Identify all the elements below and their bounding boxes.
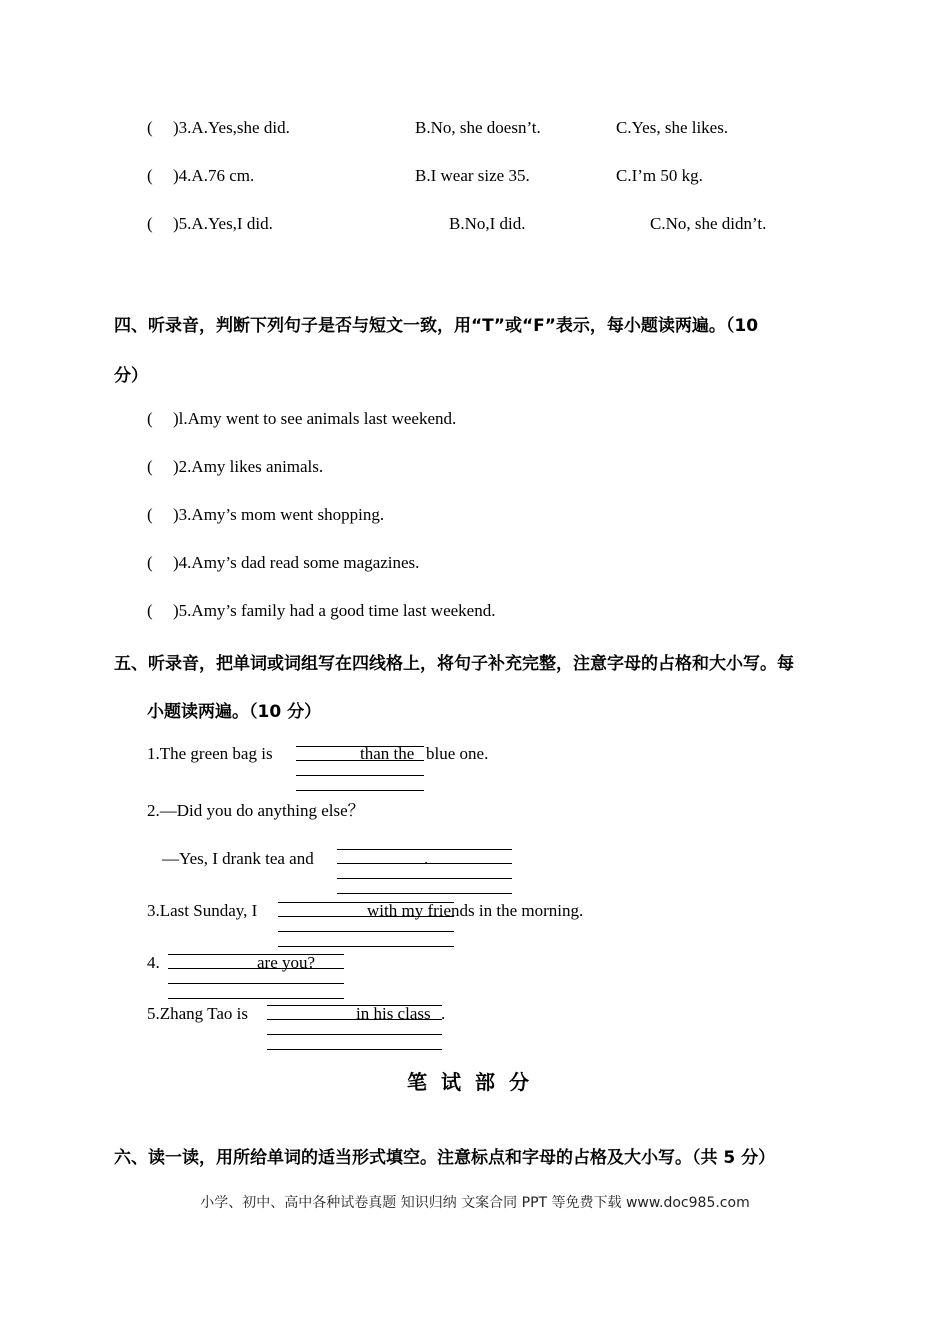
q4-prefix: 4. — [147, 953, 160, 972]
option-c: C.Yes, she likes. — [616, 118, 729, 137]
q1-suffix: blue one. — [426, 744, 489, 763]
answer-paren[interactable]: ( — [147, 166, 153, 185]
q2-question: 2.—Did you do anything else？ — [147, 801, 365, 820]
q3-over-text: with my friends in the morning. — [367, 901, 584, 920]
section5-heading-cont: 小题读两遍。（10 分） — [147, 702, 322, 722]
answer-paren[interactable]: ( — [147, 457, 153, 476]
option-a: A.76 cm. — [191, 166, 255, 185]
listening-item-5 — [147, 214, 273, 234]
q3-prefix: 3.Last Sunday, I — [147, 901, 258, 920]
tf-item-2: ( )2.Amy likes animals. — [147, 457, 324, 476]
option-c: C.No, she didn’t. — [650, 214, 767, 233]
section4-heading: 四、听录音，判断下列句子是否与短文一致，用“T”或“F”表示，每小题读两遍。（10 — [114, 316, 759, 336]
answer-paren[interactable]: ( — [147, 214, 153, 233]
item-number: )5. — [173, 214, 192, 233]
answer-paren[interactable]: ( — [147, 409, 153, 428]
q5-prefix: 5.Zhang Tao is — [147, 1004, 248, 1023]
tf-item-3: ( )3.Amy’s mom went shopping. — [147, 505, 385, 524]
footer-text: 小学、初中、高中各种试卷真题 知识归纳 文案合同 PPT 等免费下载 www.doc985.com — [200, 1195, 750, 1211]
q2-answer-prefix: —Yes, I drank tea and — [162, 849, 314, 868]
q1-prefix: 1.The green bag is — [147, 744, 273, 763]
q2-dot: . — [424, 849, 429, 868]
q5-over-text: in his class — [356, 1004, 431, 1023]
section4-heading-cont: 分） — [114, 366, 148, 386]
answer-paren[interactable]: ( — [147, 553, 153, 572]
item-number: )3. — [173, 118, 192, 137]
written-part-title: 笔试部分 — [407, 1070, 543, 1094]
q4-four-line-grid[interactable] — [168, 954, 344, 1000]
item-number: )4. — [173, 166, 192, 185]
section5-heading: 五、听录音，把单词或词组写在四线格上，将句子补充完整，注意字母的占格和大小写。每 — [114, 654, 794, 674]
tf-item-1: ( )l.Amy went to see animals last weekend. — [147, 409, 457, 428]
answer-paren[interactable]: ( — [147, 505, 153, 524]
q1-over-text: than the — [360, 744, 415, 763]
tf-item-5: ( )5.Amy’s family had a good time last weekend. — [147, 601, 496, 620]
listening-item-3 — [147, 118, 290, 138]
option-b: B.No, she doesn’t. — [415, 118, 541, 137]
answer-paren[interactable]: ( — [147, 118, 153, 137]
option-b: B.I wear size 35. — [415, 166, 530, 185]
answer-paren[interactable]: ( — [147, 601, 153, 620]
section6-heading: 六、读一读，用所给单词的适当形式填空。注意标点和字母的占格及大小写。（共 5 分） — [114, 1148, 776, 1168]
listening-item-4 — [147, 166, 254, 186]
option-b: B.No,I did. — [449, 214, 526, 233]
option-a: A.Yes,I did. — [191, 214, 273, 233]
option-a: A.Yes,she did. — [191, 118, 290, 137]
tf-item-4: ( )4.Amy’s dad read some magazines. — [147, 553, 420, 572]
q5-suffix: . — [441, 1004, 446, 1023]
q4-over-text: are you? — [257, 953, 316, 972]
option-c: C.I’m 50 kg. — [616, 166, 703, 185]
